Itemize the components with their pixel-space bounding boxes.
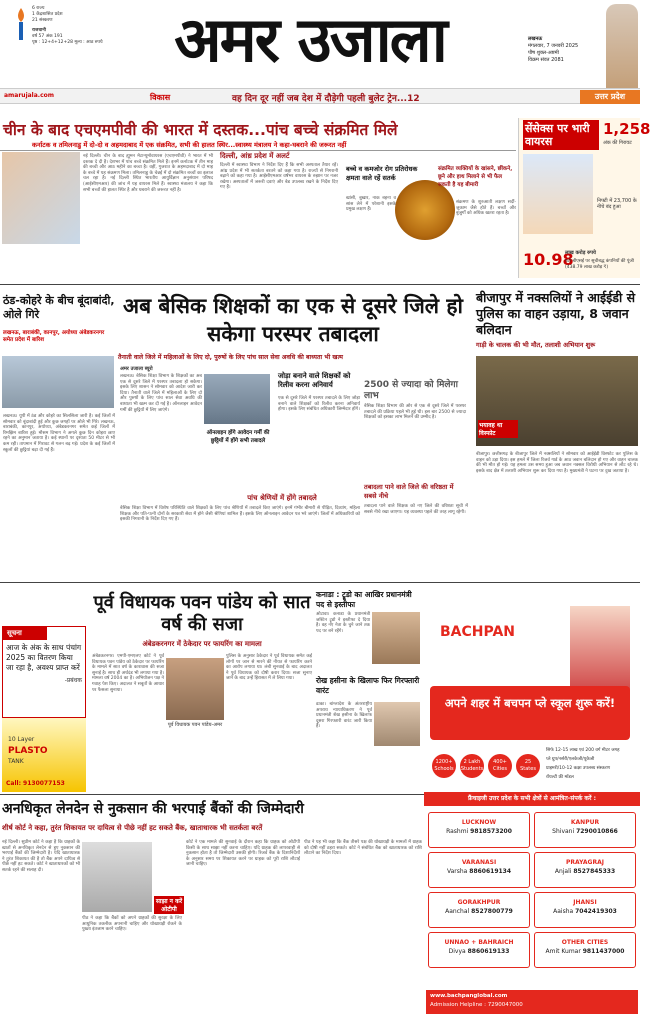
bank-tag: साझा न करें ओटीपी: [155, 898, 183, 913]
contact-card[interactable]: [428, 932, 530, 968]
masthead: [0, 0, 640, 88]
bachpan-footer: [426, 990, 638, 1014]
market-points: 1,258: [603, 120, 650, 138]
teachers-caption: ऑनलाइन होंगे आवेदन गर्मी की छुट्टियों में होंगे सभी तबादले: [206, 430, 270, 444]
bullet-item: प्ले ग्रुप/नर्सरी/एलकेजी/यूकेजी: [546, 757, 595, 762]
bank-body-4: पीठ ने यह भी कहा कि बैंक तीसरे पक्ष की धोखाधड़ी के मामलों में ग्राहक को दोषी नहीं ठहरा सकते। कोर्ट ने संबंधित बैंक को खाताधारक को राशि लौटाने का निर्देश दिया।: [304, 840, 422, 857]
lead-body: नई दिल्ली। चीन के बाद ह्यूमन मेटान्यूमोवायरस (एचएमपीवी) ने भारत में भी दस्तक दे दी है। देशभर में पांच बच्चे संक्रमित मिले हैं। इनमें कर्नाटक में तीन माह की बच्ची और आठ महीने का बच्चा है। वहीं, गुजरात के अहमदाबाद में दो माह के बच्चे में यह संक्रमण मिला। तमिलनाडु के चेन्नई में दो संक्रमित बच्चों का इलाज चल रहा है। नई दिल्ली स्थित भारतीय आयुर्विज्ञान अनुसंधान परिषद (आईसीएमआर) की जांच में यह वायरस मिले हैं। स्वास्थ्य मंत्रालय ने कहा कि सभी बच्चों की हालत स्थिर है और घबराने की जरूरत नहीं है।: [83, 154, 213, 193]
teachers-transfer-note: तबादला पाने वाले जिले की वरिष्ठता में सबसे नीचे: [364, 483, 454, 500]
bachpan-admission[interactable]: Admission Helpline : 7290047000: [430, 1002, 523, 1008]
pm-portrait-image: [606, 4, 638, 88]
notice-text: आज के अंक के साथ पंचांग 2025 का वितरण किया जा रहा है, अवश्य प्राप्त करें: [6, 643, 82, 672]
contact-name: Anjali: [554, 868, 572, 875]
plasto-label: 10 Layer: [8, 736, 35, 743]
bank-body-3: कोर्ट ने एक मामले की सुनवाई के दौरान कहा कि ग्राहक को ओटीपी किसी के साथ साझा नहीं करना चाहिए। यदि ग्राहक की लापरवाही से नुकसान होता है तो जिम्मेदारी उसकी होगी। रिजर्व बैंक के दिशानिर्देशों के अनुसार समय पर शिकायत करने पर ग्राहक को पूरी राशि लौटाई जानी चाहिए।: [186, 840, 300, 868]
notice-box: [2, 626, 86, 718]
contact-line: [535, 867, 635, 876]
contact-card[interactable]: [534, 892, 636, 928]
bachpan-franchise: फ्रैंचाइजी उत्तर प्रदेश के सभी क्षेत्रों से आमंत्रित-संपर्क करें :: [424, 792, 640, 806]
masthead-title: अमर उजाला: [174, 3, 446, 76]
contact-phone[interactable]: 7042419303: [575, 908, 617, 915]
virus-side-head: संक्रमित व्यक्तियों के खांसने, छींकने, छूने और हाथ मिलाने से भी फैल सकती है यह बीमारी: [438, 166, 513, 188]
mla-caption: पूर्व विधायक पवन पांडेय-अमर: [167, 722, 223, 728]
court-image: [82, 842, 152, 912]
city-name: लखनऊ: [528, 36, 543, 42]
contact-name: Aanchal: [445, 908, 470, 915]
contact-card[interactable]: [428, 852, 530, 888]
contact-line: [535, 827, 635, 836]
cold-image: [2, 356, 114, 408]
bachpan-stat: [516, 754, 540, 778]
bullet-item: रॉयल्टी फ्री मॉडल: [546, 775, 574, 780]
contact-city: JHANSI: [573, 899, 597, 906]
market-lakh: 10.98: [523, 250, 574, 269]
bank-body: नई दिल्ली। सुप्रीम कोर्ट ने कहा है कि ग्राहकों के खातों से अनधिकृत लेनदेन से हुए नुकसान की भरपाई बैंकों की जिम्मेदारी है। यदि खाताधारक ने तुरंत शिकायत की है तो बैंक अपने दायित्व से पीछे नहीं हट सकते। कोर्ट ने खाताधारकों को भी सतर्क रहने की सलाह दी।: [2, 840, 80, 873]
contact-city: PRAYAGRAJ: [566, 859, 604, 866]
teachers-quote-body: एक से दूसरे जिले में परस्पर तबादले के लिए जोड़ा बनाने वाले शिक्षकों को रिलीव करना अनिवार्य होगा। इसके लिए संबंधित अधिकारी जिम्मेदार होंगे।: [278, 396, 360, 413]
bullet-item: प्राइमरी/10-12 कक्षा उपलब्ध संस्करण: [546, 766, 610, 771]
contact-card[interactable]: [534, 932, 636, 968]
contact-city: VARANASI: [461, 859, 497, 866]
divider: [0, 150, 516, 151]
stat-number: 400+: [493, 759, 507, 765]
edition-line: राजधानी: [32, 28, 46, 33]
mla-body-2: पुलिस के अनुसार ठेकेदार ने पूर्व विधायक समेत कई लोगों पर जान से मारने की नीयत से फायरिंग करने का आरोप लगाया था। लंबी सुनवाई के बाद अदालत ने पूर्व विधायक को दोषी करार दिया। सजा सुनाए जाने के बाद उन्हें हिरासत में ले लिया गया।: [226, 654, 312, 682]
contact-city: LUCKNOW: [461, 819, 497, 826]
cold-body: लखनऊ। यूपी में ठंड और कोहरे का सिलसिला जारी है। कई जिलों में सोमवार को बूंदाबांदी हुई और कुछ जगहों पर ओले भी गिरे। लखनऊ, बाराबंकी, कानपुर, अयोध्या, अंबेडकरनगर समेत कई जिलों में रिमझिम बारिश हुई। मौसम विभाग ने अगले कुछ दिन कोहरा छाए रहने का अनुमान जताया है। कई स्थानों पर दृश्यता 50 मीटर से भी कम रही। तापमान में गिरावट से गलन बढ़ गई। प्रदेश के कई जिलों में स्कूलों की छुट्टियां बढ़ा दी गई हैं।: [3, 414, 115, 453]
divider: [0, 794, 424, 795]
naxal-headline: बीजापुर में नक्सलियों ने आईईडी से पुलिस का वाहन उड़ाया, 8 जवान बलिदान: [476, 290, 636, 337]
plasto-phone[interactable]: Call: 9130077153: [6, 780, 65, 787]
mla-body: अंबेडकरनगर। एमपी-एमएलए कोर्ट ने पूर्व विधायक पवन पांडेय को ठेकेदार पर फायरिंग के मामले में सात वर्ष के कारावास की सजा सुनाई है। साथ ही अर्थदंड भी लगाया गया है। मामला वर्ष 2004 का है। अभियोजन पक्ष ने गवाह पेश किए। अदालत ने सबूतों के आधार पर फैसला सुनाया।: [92, 654, 164, 693]
child-mask-image: [2, 152, 80, 244]
torch-logo-icon: [14, 6, 28, 42]
contact-phone[interactable]: 9818573200: [470, 828, 512, 835]
teachers-byline: अमर उजाला ब्यूरो: [120, 366, 153, 372]
teachers-transfer-body: तबादला पाने वाले शिक्षक को नए जिले की वरिष्ठता सूची में सबसे नीचे रखा जाएगा। यह व्यवस्था पहले की तरह लागू रहेगी।: [364, 504, 468, 515]
mla-headline: पूर्व विधायक पवन पांडेय को सात वर्ष की सजा: [93, 592, 311, 635]
edition-line: वर्ष 57 अंक 191: [32, 34, 63, 39]
contact-phone[interactable]: 9811437000: [582, 948, 625, 955]
teachers-count: 2500 से ज्यादा को मिलेगा लाभ: [364, 380, 458, 401]
naxal-body: बीजापुर। छत्तीसगढ़ के बीजापुर जिले में नक्सलियों ने सोमवार को आईईडी विस्फोट कर पुलिस के वाहन को उड़ा दिया। इस हमले में जिला रिजर्व गार्ड के आठ जवान बलिदान हो गए और वाहन चालक की भी मौत हो गई। यह हमला उस समय हुआ जब जवान नक्सल विरोधी अभियान से लौट रहे थे। इसके बाद क्षेत्र में तलाशी अभियान शुरू कर दिया गया है। मुख्यमंत्री ने घटना पर दुख जताया है।: [476, 452, 638, 474]
contact-phone[interactable]: 8860619133: [467, 948, 510, 955]
bank-headline: अनधिकृत लेनदेन से नुकसान की भरपाई बैंकों की जिम्मेदारी: [2, 801, 304, 817]
naxal-label: भयावह था विस्फोट: [478, 420, 518, 438]
notice-title: सूचना: [3, 627, 47, 640]
market-head: सेंसेक्स पर भारी वायरस: [523, 120, 599, 150]
contact-line: [535, 907, 635, 916]
canada-image: [372, 612, 420, 664]
contact-card[interactable]: [534, 852, 636, 888]
bachpan-stat: [432, 754, 456, 778]
samvat: विक्रम संवत 2081: [528, 57, 564, 63]
bank-subhead: शीर्ष कोर्ट ने कहा, तुरंत शिकायत पर दायित्व से पीछे नहीं हट सकते बैंक, खाताधारक भी सतर्कता बरतें: [2, 824, 263, 832]
nav-bar: [0, 88, 640, 104]
contact-phone[interactable]: 8860619134: [469, 868, 512, 875]
contact-line: [429, 907, 529, 916]
site-link[interactable]: amarujala.com: [4, 92, 55, 99]
stat-number: 25: [524, 759, 532, 765]
plasto-sub: TANK: [8, 758, 24, 765]
market-lakh-label: लाख करोड़ रुपये: [565, 250, 596, 256]
contact-city: KANPUR: [570, 819, 600, 826]
stat-label: Cities: [493, 766, 507, 772]
naxal-subhead: गाड़ी के चालक की भी मौत, तलाशी अभियान शुरू: [476, 341, 596, 349]
market-nifty: निफ्टी में 23,700 के नीचे बंद हुआ: [597, 198, 637, 210]
bachpan-stat: [488, 754, 512, 778]
teachers-subhead: तैनाती वाले जिले में महिलाओं के लिए दो, पुरुषों के लिए पांच साल सेवा अवधि की बाध्यता भी खत्म: [118, 354, 343, 361]
bachpan-web[interactable]: www.bachpanglobal.com: [430, 993, 508, 999]
cold-headline: ठंड-कोहरे के बीच बूंदाबांदी, ओले गिरे: [3, 294, 115, 321]
contact-city: UNNAO + BAHRAICH: [444, 939, 514, 946]
teachers-image: [204, 374, 270, 424]
virus-head: बच्चे व कमजोर रोग प्रतिरोधक क्षमता वाले रहें सतर्क: [346, 165, 418, 182]
notice-from: -प्रबंधक: [64, 677, 82, 684]
contact-card[interactable]: [534, 812, 636, 848]
bachpan-stat: [460, 754, 484, 778]
masthead-edition-info: [32, 6, 122, 46]
divider: [0, 582, 640, 583]
market-chart-image: [523, 154, 593, 234]
hasina-headline: रोख हसीना के खिलाफ फिर गिरफ्तारी वारंट: [316, 676, 420, 695]
contact-city: OTHER CITIES: [561, 939, 609, 946]
canada-body: ओटावा। कनाडा के प्रधानमंत्री जस्टिन ट्रूडो ने इस्तीफा दे दिया है। वह नए नेता के चुने जाने तक पद पर बने रहेंगे।: [316, 612, 370, 634]
phase-box-title: पांच श्रेणियों में होंगे तबादले: [247, 494, 317, 502]
stat-label: Students: [460, 766, 484, 772]
market-points-label: अंक की गिरावट: [603, 140, 632, 146]
bachpan-brand: BACHPAN: [440, 624, 516, 640]
contact-line: [429, 947, 529, 956]
mla-image: [166, 658, 224, 720]
contact-line: [429, 867, 529, 876]
contact-card[interactable]: [428, 812, 530, 848]
contact-city: GORAKHPUR: [457, 899, 501, 906]
plasto-brand: PLASTO: [8, 746, 48, 756]
edition-line: 1 केंद्रशासित प्रदेश: [32, 12, 63, 17]
stat-number: 1200+: [435, 759, 453, 765]
contact-name: Amit Kumar: [545, 948, 581, 955]
edition-line: 21 संस्करण: [32, 18, 53, 23]
contact-name: Shivani: [552, 828, 575, 835]
phase-body: बेसिक शिक्षा विभाग में विशेष परिस्थिति वाले शिक्षकों के लिए पांच श्रेणियों में तबादले किए जाएंगे। इनमें गंभीर बीमारी से पीड़ित, दिव्यांग, महिला शिक्षक और पति-पत्नी दोनों के सरकारी सेवा में होने जैसी श्रेणियां शामिल हैं। इसके लिए ऑनलाइन आवेदन पत्र भरे जाएंगे। जिलों में अधिकारियों को इसकी निगरानी के निर्देश दिए गए हैं।: [120, 506, 360, 523]
canada-headline: कनाडा : ट्रूडो का आखिर प्रधानमंत्री पद से इस्तीफा: [316, 590, 412, 609]
teachers-count-body: बेसिक शिक्षा विभाग की ओर से एक से दूसरे जिले में परस्पर तबादले की प्रक्रिया पहले भी हुई थी। इस बार 2500 से ज्यादा शिक्षकों को इसका लाभ मिलने की उम्मीद है।: [364, 404, 466, 421]
teachers-headline: अब बेसिक शिक्षकों का एक से दूसरे जिले हो सकेगा परस्पर तबादला: [123, 294, 463, 346]
contact-line: [429, 827, 529, 836]
edition-line: 6 राज्य: [32, 6, 45, 11]
lead-subhead: कर्नाटक व तमिलनाडु में दो-दो व अहमदाबाद में एक संक्रमित, सभी की हालत स्थिर...स्वास्थ्य मंत्रालय ने कहा-घबराने की जरूरत नहीं: [32, 141, 347, 149]
market-box: [518, 118, 650, 278]
bachpan-bullets: [546, 746, 638, 782]
virus-image: [395, 180, 455, 240]
virus-side-body: संक्रमण के शुरुआती लक्षण सर्दी-जुकाम जैसे होते हैं। बच्चों और बुजुर्गों को अधिक खतरा रहता है।: [456, 200, 516, 217]
contact-phone[interactable]: 8527845333: [573, 868, 616, 875]
teachers-body: लखनऊ। बेसिक शिक्षा विभाग के शिक्षकों का अब एक से दूसरे जिले में परस्पर तबादला हो सकेगा। इसके लिए शासन ने सोमवार को आदेश जारी कर दिया। तैनाती वाले जिले में महिलाओं के लिए दो और पुरुषों के लिए पांच साल सेवा अवधि की बाध्यता भी खत्म कर दी गई है। ऑनलाइन आवेदन गर्मी की छुट्टियों में लिए जाएंगे।: [120, 374, 202, 413]
contact-name: Rashmi: [446, 828, 469, 835]
edition-line: पृष्ठ : 12+4+12+28 मूल्य : आठ रुपये: [32, 40, 103, 45]
nav-tagline: वह दिन दूर नहीं जब देश में दौड़ेगी पहली बुलेट ट्रेन...12: [232, 94, 420, 104]
contact-line: [535, 947, 635, 956]
contact-card[interactable]: [428, 892, 530, 928]
bachpan-slogan: अपने शहर में बचपन प्ले स्कूल शुरू करें!: [430, 686, 630, 740]
mla-subhead: अंबेडकरनगर में ठेकेदार पर फायरिंग का मामला: [142, 640, 262, 648]
cold-cities: लखनऊ, बाराबंकी, कानपुर, अयोध्या अंबेडकरनगर समेत प्रदेश में बारिश: [3, 330, 105, 343]
alert-box-body: दिल्ली में स्वास्थ्य विभाग ने निर्देश दिए हैं कि सभी अस्पताल तैयार रहें। आंध्र प्रदेश में भी सतर्कता बरतने को कहा गया है। राज्यों से निगरानी बढ़ाने को कहा गया है। आईसीएमआर वर्षभर वायरस के रुझान पर नजर रखेगा। अस्पतालों में जरूरी दवाएं और बेड उपलब्ध रखने के निर्देश दिए गए हैं।: [220, 163, 338, 191]
hasina-body: ढाका। बांग्लादेश के अंतरराष्ट्रीय अपराध न्यायाधिकरण ने पूर्व प्रधानमंत्री शेख हसीना के खिलाफ दूसरा गिरफ्तारी वारंट जारी किया है।: [316, 702, 372, 730]
contact-phone[interactable]: 8527800779: [471, 908, 513, 915]
hasina-image: [374, 702, 420, 746]
section-label: विकास: [150, 93, 171, 102]
contact-name: Varsha: [446, 868, 468, 875]
lead-headline: चीन के बाद एचएमपीवी की भारत में दस्तक...पांच बच्चे संक्रमित मिले: [3, 121, 398, 139]
state-label: उत्तर प्रदेश: [580, 90, 640, 104]
divider: [0, 284, 640, 285]
stat-label: Schools: [434, 766, 454, 772]
bullet-item: सिर्फ 12-15 लाख एवं 200 वर्ग मीटर जगह: [546, 748, 620, 753]
stat-label: States: [520, 766, 536, 772]
teachers-quote: जोड़ा बनाने वाले शिक्षकों को रिलीव करना अनिवार्य: [278, 372, 351, 389]
masthead-date-block: [528, 36, 608, 64]
virus-symptoms: खांसी, बुखार, नाक बहना व सांस लेने में परेशानी इसके प्रमुख लक्षण हैं।: [346, 196, 396, 213]
alert-box-title: दिल्ली, आंध्र प्रदेश में अलर्ट: [220, 152, 290, 160]
contact-name: Divya: [448, 948, 466, 955]
stat-number: 2 Lakh: [463, 759, 481, 765]
market-lakh-note: घटी बीएसई पर सूचीबद्ध कंपनियों की पूंजी (438.79 लाख करोड़ ₹): [565, 259, 634, 270]
contact-name: Aaisha: [553, 908, 574, 915]
hindi-date: पौष शुक्ल-अष्टमी: [528, 50, 559, 56]
contact-phone[interactable]: 7290010866: [576, 828, 618, 835]
bank-body-2: पीठ ने कहा कि बैंकों को अपने ग्राहकों की सुरक्षा के लिए आधुनिक तकनीक अपनानी चाहिए और धोखाधड़ी रोकने के पुख्ता इंतजाम करने चाहिए।: [82, 916, 182, 933]
bachpan-child-image: [570, 606, 630, 692]
bachpan-contacts: [426, 810, 638, 990]
plasto-ad: [2, 718, 86, 792]
date: मंगलवार, 7 जनवरी 2025: [528, 43, 579, 49]
